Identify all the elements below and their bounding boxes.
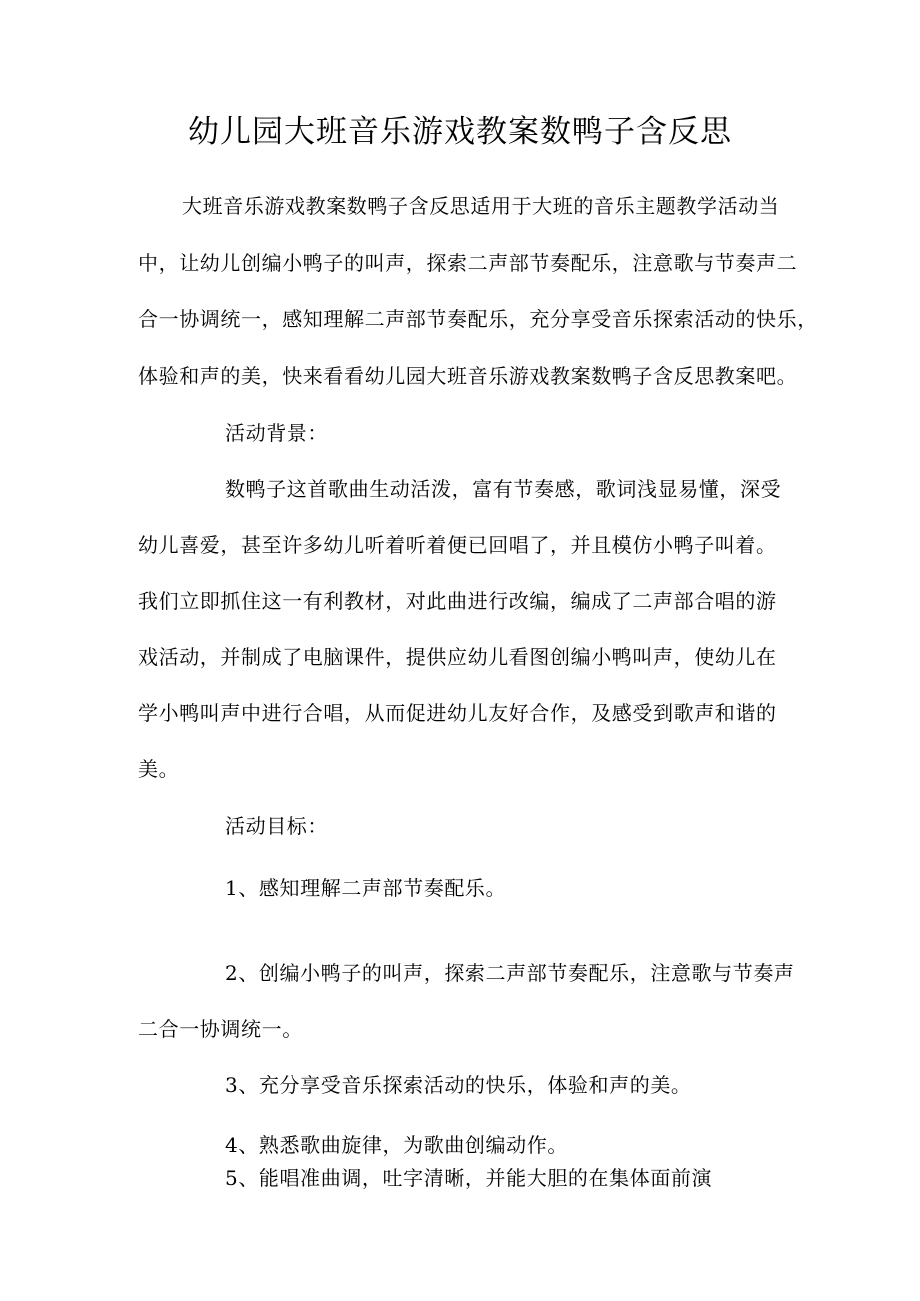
background-line-3: 我们立即抓住这一有利教材，对此曲进行改编，编成了二声部合唱的游 [138, 589, 777, 613]
intro-line-3: 合一协调统一，感知理解二声部节奏配乐，充分享受音乐探索活动的快乐， [138, 307, 818, 331]
goal-item-2: 2、创编小鸭子的叫声，探索二声部节奏配乐，注意歌与节奏声 [225, 961, 795, 985]
background-line-6: 美。 [138, 757, 180, 781]
goal-item-1: 1、感知理解二声部节奏配乐。 [225, 876, 507, 900]
intro-line-1: 大班音乐游戏教案数鸭子含反思适用于大班的音乐主题教学活动当 [182, 194, 780, 218]
intro-line-2: 中，让幼儿创编小鸭子的叫声，探索二声部节奏配乐，注意歌与节奏声二 [138, 251, 798, 275]
goals-heading: 活动目标： [225, 814, 328, 838]
background-line-2: 幼儿喜爱，甚至许多幼儿听着听着便已回唱了，并且模仿小鸭子叫着。 [138, 533, 777, 557]
goal-item-4: 4、熟悉歌曲旋律，为歌曲创编动作。 [225, 1133, 568, 1157]
goal-item-2-continued: 二合一协调统一。 [138, 1017, 303, 1041]
background-line-1: 数鸭子这首歌曲生动活泼，富有节奏感，歌词浅显易懂，深受 [225, 477, 782, 501]
background-line-4: 戏活动，并制成了电脑课件，提供应幼儿看图创编小鸭叫声，使幼儿在 [138, 645, 777, 669]
goal-item-3: 3、充分享受音乐探索活动的快乐，体验和声的美。 [225, 1073, 692, 1097]
background-heading: 活动背景： [225, 421, 328, 445]
intro-line-4: 体验和声的美，快来看看幼儿园大班音乐游戏教案数鸭子含反思教案吧。 [138, 364, 798, 388]
background-line-5: 学小鸭叫声中进行合唱，从而促进幼儿友好合作，及感受到歌声和谐的 [138, 701, 777, 725]
document-title: 幼儿园大班音乐游戏教案数鸭子含反思 [188, 114, 732, 150]
goal-item-5: 5、能唱准曲调，吐字清晰，并能大胆的在集体面前演 [225, 1166, 713, 1190]
